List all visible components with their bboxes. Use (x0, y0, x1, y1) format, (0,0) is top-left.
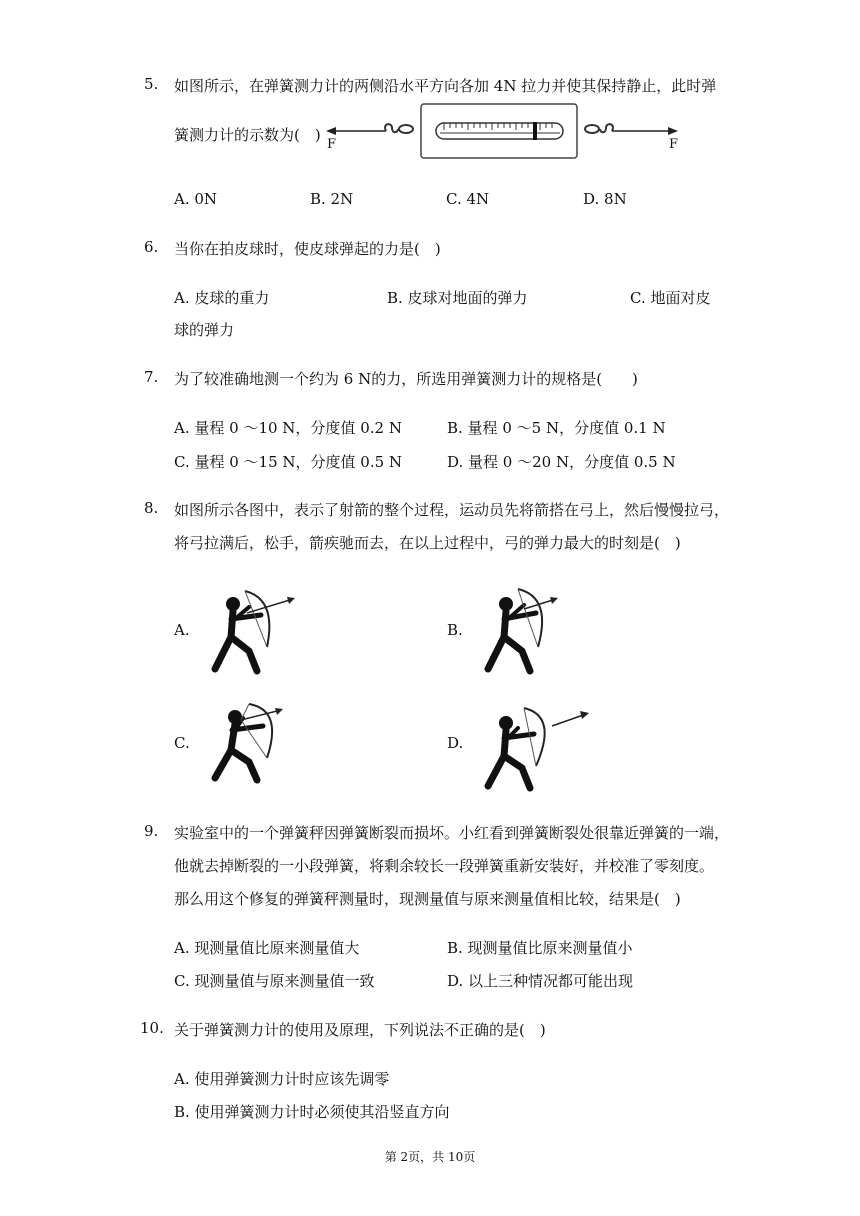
q7-option-a: A. 量程 0 ～10 N，分度值 0.2 N (174, 419, 402, 437)
q5-option-d: D. 8N (583, 190, 627, 208)
spring-scale-figure (326, 100, 686, 162)
q7-number: 7. (144, 368, 159, 386)
force-label-right: F (669, 137, 679, 152)
page-footer: 第 2页，共 10页 (384, 1150, 476, 1164)
q7-option-b: B. 量程 0 ～5 N，分度值 0.1 N (447, 419, 666, 437)
q8-option-d: D. (447, 734, 464, 752)
q10-option-a: A. 使用弹簧测力计时应该先调零 (174, 1070, 390, 1088)
q6-option-b: B. 皮球对地面的弹力 (387, 289, 528, 307)
q8-stem-line1: 如图所示各图中，表示了射箭的整个过程，运动员先将箭搭在弓上，然后慢慢拉弓， (174, 501, 730, 519)
q8-option-a: A. (174, 621, 190, 639)
q9-number: 9. (144, 822, 159, 840)
q9-option-b: B. 现测量值比原来测量值小 (447, 939, 633, 957)
q5-stem-line1: 如图所示，在弹簧测力计的两侧沿水平方向各加 4N 拉力并使其保持静止，此时弹 (174, 77, 717, 95)
q5-option-c: C. 4N (446, 190, 490, 208)
q6-number: 6. (144, 238, 159, 256)
q9-option-a: A. 现测量值比原来测量值大 (174, 939, 360, 957)
q6-stem: 当你在拍皮球时，使皮球弹起的力是( ) (174, 240, 441, 258)
q10-option-b: B. 使用弹簧测力计时必须使其沿竖直方向 (174, 1103, 450, 1121)
archer-a-image (205, 585, 300, 675)
q9-stem-line2: 他就去掉断裂的一小段弹簧，将剩余较长一段弹簧重新安装好，并校准了零刻度。 (174, 857, 715, 875)
force-label-left: F (327, 137, 337, 152)
q5-option-b: B. 2N (310, 190, 354, 208)
q8-option-c: C. (174, 734, 190, 752)
q6-option-a: A. 皮球的重力 (174, 289, 270, 307)
archer-c-image (205, 700, 295, 785)
q9-stem-line3: 那么用这个修复的弹簧秤测量时，现测量值与原来测量值相比较，结果是( ) (174, 890, 681, 908)
archer-b-image (478, 585, 568, 675)
q10-number: 10. (140, 1019, 164, 1037)
q6-option-c-continued: 球的弹力 (174, 321, 235, 339)
q6-option-c: C. 地面对皮 (630, 289, 711, 307)
q7-stem: 为了较准确地测一个约为 6 N的力，所选用弹簧测力计的规格是( ) (174, 370, 638, 388)
q9-option-c: C. 现测量值与原来测量值一致 (174, 972, 375, 990)
q5-number: 5. (144, 75, 159, 93)
q8-option-b: B. (447, 621, 463, 639)
q8-number: 8. (144, 499, 159, 517)
q5-option-a: A. 0N (174, 190, 218, 208)
q8-stem-line2: 将弓拉满后，松手，箭疾驰而去，在以上过程中，弓的弹力最大的时刻是( ) (174, 534, 681, 552)
q9-stem-line1: 实验室中的一个弹簧秤因弹簧断裂而损坏。小红看到弹簧断裂处很靠近弹簧的一端， (174, 824, 730, 842)
archer-d-image (478, 700, 598, 790)
q7-option-d: D. 量程 0 ～20 N，分度值 0.5 N (447, 453, 676, 471)
q10-stem: 关于弹簧测力计的使用及原理，下列说法不正确的是( ) (174, 1021, 546, 1039)
q9-option-d: D. 以上三种情况都可能出现 (447, 972, 634, 990)
q5-stem-line2: 簧测力计的示数为( ) (174, 126, 321, 144)
q7-option-c: C. 量程 0 ～15 N，分度值 0.5 N (174, 453, 403, 471)
